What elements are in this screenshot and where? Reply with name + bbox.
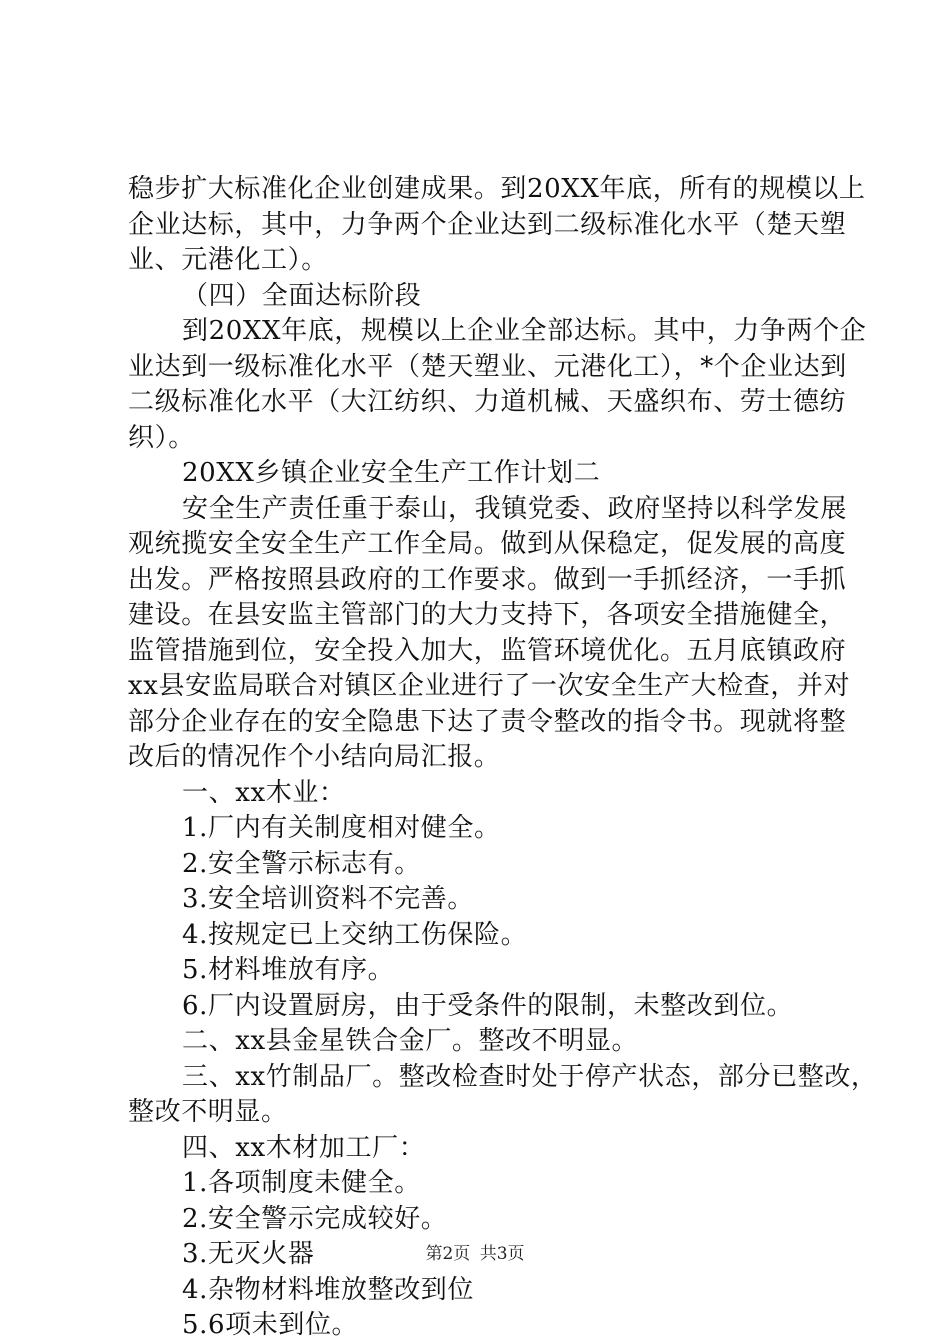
text-line: 4.按规定已上交纳工伤保险。: [182, 919, 528, 950]
text-line: 观统揽安全安全生产工作全局。做到从保稳定，促发展的高度: [128, 529, 847, 559]
text-line: 企业达标，其中，力争两个企业达到二级标准化水平（楚天塑: [128, 209, 847, 240]
text-line: （四）全面达标阶段: [182, 280, 422, 311]
text-line: 1.厂内有关制度相对健全。: [182, 813, 501, 843]
text-line: 业、元港化工）。: [128, 245, 328, 275]
text-line: 监管措施到位，安全投入加大，监管环境优化。五月底镇政府: [128, 635, 847, 666]
text-line: 4.杂物材料堆放整改到位: [182, 1274, 475, 1305]
text-line: 2.安全警示标志有。: [182, 848, 421, 879]
text-line: 二、xx县金星铁合金厂。整改不明显。: [182, 1026, 639, 1056]
text-line: 四、xx木材加工厂：: [182, 1132, 426, 1163]
page-footer: [0, 1243, 950, 1265]
text-line: 6.厂内设置厨房，由于受条件的限制，未整改到位。: [182, 990, 794, 1021]
page-number: 第2页: [425, 1244, 471, 1264]
text-line: 部分企业存在的安全隐患下达了责令整改的指令书。现就将整: [128, 706, 847, 737]
text-line: 改后的情况作个小结向局汇报。: [128, 742, 501, 772]
text-line: 整改不明显。: [128, 1097, 288, 1127]
text-line: 织）。: [128, 422, 195, 453]
text-line: 二级标准化水平（大江纺织、力道机械、天盛织布、劳士德纺: [128, 387, 847, 417]
text-line: 1.各项制度未健全。: [182, 1168, 421, 1198]
text-line: 5.材料堆放有序。: [182, 955, 395, 985]
text-line: 安全生产责任重于泰山，我镇党委、政府坚持以科学发展: [182, 493, 848, 524]
text-line: 出发。严格按照县政府的工作要求。做到一手抓经济，一手抓: [128, 564, 847, 595]
text-line: 5.6项未到位。: [182, 1310, 359, 1340]
text-line: 到20XX年底，规模以上企业全部达标。其中，力争两个企: [182, 316, 867, 346]
text-line: 20XX乡镇企业安全生产工作计划二: [182, 458, 601, 488]
page-total: 共3页: [479, 1244, 525, 1264]
text-line: 一、xx木业：: [182, 777, 346, 808]
document-body: [128, 172, 878, 1344]
text-line: xx县安监局联合对镇区企业进行了一次安全生产大检查，并对: [128, 671, 851, 701]
text-line: 2.安全警示完成较好。: [182, 1203, 448, 1234]
text-line: 稳步扩大标准化企业创建成果。到20XX年底，所有的规模以上: [128, 174, 866, 204]
text-line: 建设。在县安监主管部门的大力支持下，各项安全措施健全，: [128, 600, 847, 630]
text-line: 三、xx竹制品厂。整改检查时处于停产状态，部分已整改，: [182, 1061, 878, 1092]
text-line: 3.无灭火器: [182, 1239, 315, 1269]
text-line: 3.安全培训资料不完善。: [182, 884, 475, 914]
text-line: 业达到一级标准化水平（楚天塑业、元港化工），*个企业达到: [128, 351, 847, 382]
